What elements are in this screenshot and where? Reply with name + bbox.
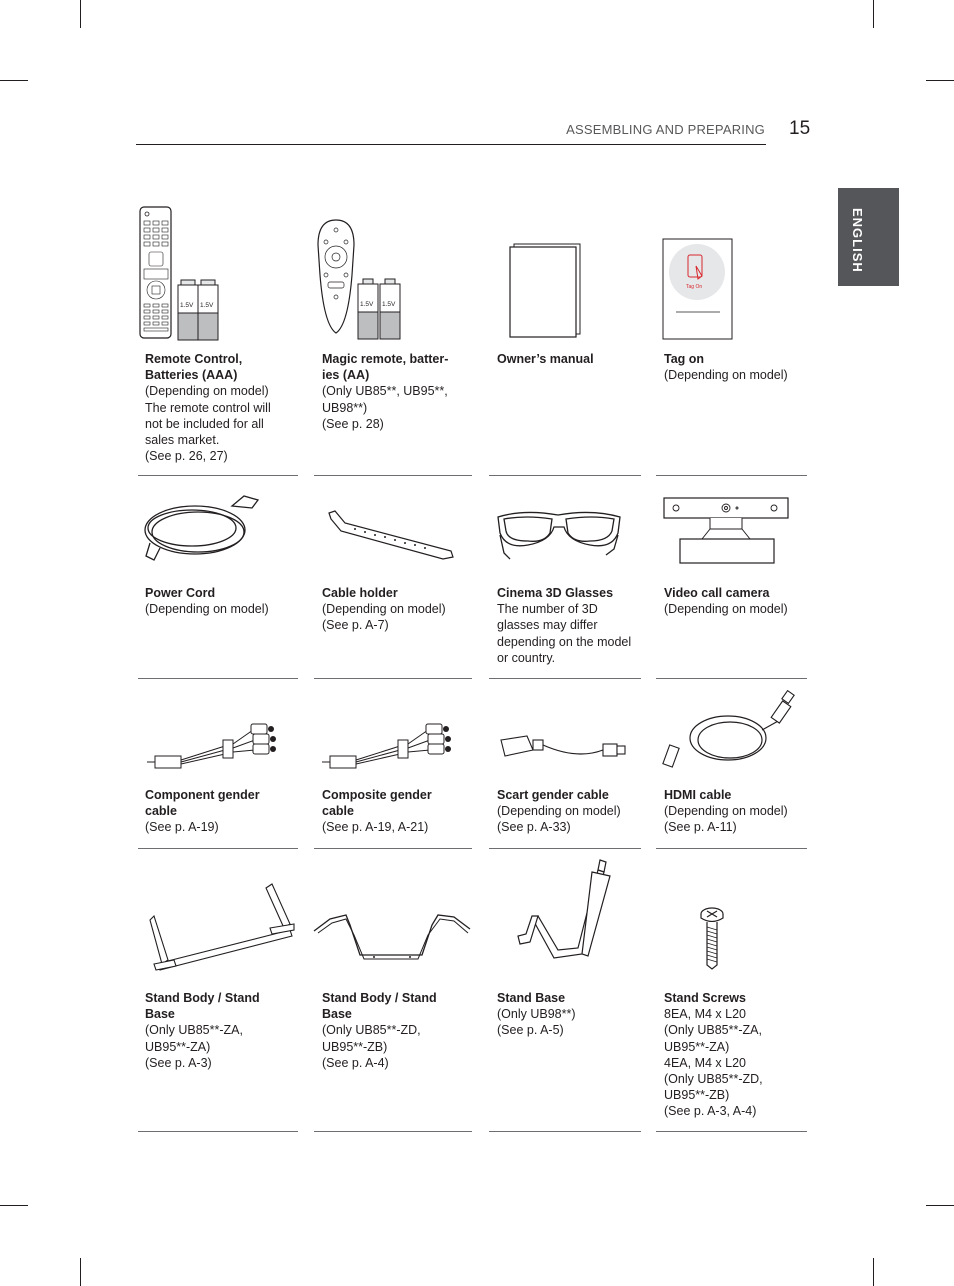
crop-mark — [873, 0, 874, 28]
item-title: Power Cord — [145, 586, 216, 600]
item-title: Tag on — [664, 352, 705, 366]
item-title: Composite gender cable — [322, 788, 432, 819]
screw-icon — [698, 905, 728, 970]
caption-owners-manual — [497, 351, 647, 367]
power-cord-icon — [140, 488, 270, 568]
item-scart-cable — [497, 730, 632, 770]
caption-3d-glasses — [497, 585, 647, 666]
crop-mark — [926, 80, 954, 81]
item-component-cable — [145, 712, 285, 772]
row-divider — [314, 475, 472, 476]
row-divider — [489, 475, 641, 476]
item-video-camera — [662, 495, 792, 570]
item-title: Video call camera — [664, 586, 770, 600]
stand-base-icon — [512, 858, 617, 968]
caption-scart-cable — [497, 787, 647, 836]
item-remote-control — [138, 205, 298, 345]
component-cable-icon — [145, 712, 285, 772]
caption-magic-remote — [322, 351, 472, 432]
cable-holder-icon — [325, 505, 460, 565]
caption-video-camera — [664, 585, 814, 617]
caption-stand-body-zd — [322, 990, 472, 1071]
item-desc: (Depending on model) (See p. A-11) — [664, 804, 788, 835]
row-divider — [138, 475, 298, 476]
item-desc: (Only UB98**) (See p. A-5) — [497, 1007, 576, 1038]
hdmi-cable-icon — [662, 690, 802, 770]
crop-mark — [0, 80, 28, 81]
row-divider — [656, 678, 807, 679]
item-title: Stand Body / Stand Base — [322, 991, 437, 1022]
battery-label: 1.5V — [382, 301, 396, 308]
item-desc: 8EA, M4 x L20 (Only UB85**-ZA, UB95**-ZA) 4EA, M4 x L20 (Only UB85**-ZD, UB95**-ZB) (See p. A-3, A-4) — [664, 1007, 763, 1119]
item-title: Stand Base — [497, 991, 566, 1005]
item-desc: (Depending on model) — [145, 602, 269, 617]
caption-power-cord — [145, 585, 295, 617]
stand-body-icon — [140, 880, 300, 975]
language-tab-label: ENGLISH — [850, 208, 865, 273]
section-title: ASSEMBLING AND PREPARING — [566, 122, 765, 137]
crop-mark — [0, 1205, 28, 1206]
battery-label: 1.5V — [180, 302, 194, 309]
battery-label: 1.5V — [360, 301, 374, 308]
camera-icon — [662, 495, 792, 570]
glasses-icon — [494, 505, 629, 567]
caption-component-cable — [145, 787, 295, 836]
item-desc: (Only UB85**-ZA, UB95**-ZA) (See p. A-3) — [145, 1023, 243, 1070]
crop-mark — [80, 0, 81, 28]
item-composite-cable — [320, 712, 460, 772]
item-desc: (Depending on model) (See p. A-7) — [322, 602, 446, 633]
item-title: Scart gender cable — [497, 788, 609, 802]
item-desc: (See p. A-19, A-21) — [322, 820, 429, 835]
item-power-cord — [140, 488, 270, 568]
caption-remote-control — [145, 351, 295, 464]
item-desc: (Only UB85**, UB95**, UB98**) (See p. 28) — [322, 384, 448, 431]
item-desc: (Only UB85**-ZD, UB95**-ZB) (See p. A-4) — [322, 1023, 421, 1070]
row-divider — [314, 1131, 472, 1132]
item-title: Magic remote, batter- ies (AA) — [322, 352, 449, 383]
item-stand-body-za — [140, 880, 300, 975]
row-divider — [138, 1131, 298, 1132]
row-divider — [489, 678, 641, 679]
item-title: Stand Body / Stand Base — [145, 991, 260, 1022]
item-stand-screws — [698, 905, 728, 970]
caption-hdmi-cable — [664, 787, 814, 836]
item-desc: (See p. A-19) — [145, 820, 219, 835]
composite-cable-icon — [320, 712, 460, 772]
stand-body-icon — [312, 905, 472, 965]
language-tab — [838, 188, 899, 286]
caption-stand-base — [497, 990, 647, 1039]
crop-mark — [873, 1258, 874, 1286]
caption-cable-holder — [322, 585, 472, 634]
page-number: 15 — [789, 118, 811, 139]
item-stand-base — [512, 858, 617, 968]
row-divider — [489, 1131, 641, 1132]
row-divider — [656, 475, 807, 476]
row-divider — [656, 1131, 807, 1132]
item-stand-body-zd — [312, 905, 472, 965]
row-divider — [656, 848, 807, 849]
item-desc: (Depending on model) — [664, 368, 788, 383]
item-title: Stand Screws — [664, 991, 746, 1005]
item-hdmi-cable — [662, 690, 802, 770]
row-divider — [489, 848, 641, 849]
row-divider — [138, 848, 298, 849]
item-desc: (Depending on model) The remote control will not be included for all sales market. (See p. 26, 27) — [145, 384, 271, 464]
item-desc: (Depending on model) — [664, 602, 788, 617]
battery-icon — [138, 205, 298, 345]
row-divider — [314, 848, 472, 849]
header-rule — [136, 144, 766, 145]
caption-composite-cable — [322, 787, 472, 836]
item-title: Cable holder — [322, 586, 398, 600]
item-magic-remote — [312, 215, 472, 345]
caption-stand-body-za — [145, 990, 295, 1071]
crop-mark — [80, 1258, 81, 1286]
item-title: Owner’s manual — [497, 352, 594, 366]
tag-on-label: Tag On — [686, 284, 703, 290]
item-owners-manual — [505, 240, 585, 340]
manual-icon — [505, 240, 585, 340]
caption-tag-on — [664, 351, 814, 383]
battery-icon — [312, 215, 472, 345]
caption-stand-screws — [664, 990, 814, 1120]
item-desc: (Depending on model) (See p. A-33) — [497, 804, 621, 835]
item-title: HDMI cable — [664, 788, 732, 802]
item-title: Component gender cable — [145, 788, 260, 819]
scart-cable-icon — [497, 730, 632, 770]
crop-mark — [926, 1205, 954, 1206]
item-desc: The number of 3D glasses may differ depending on the model or country. — [497, 602, 632, 665]
battery-label: 1.5V — [200, 302, 214, 309]
item-cable-holder — [325, 505, 460, 565]
row-divider — [138, 678, 298, 679]
tag-on-icon — [662, 238, 734, 340]
item-title: Cinema 3D Glasses — [497, 586, 614, 600]
item-3d-glasses — [494, 505, 629, 567]
item-title: Remote Control, Batteries (AAA) — [145, 352, 243, 383]
item-tag-on — [662, 238, 734, 340]
row-divider — [314, 678, 472, 679]
